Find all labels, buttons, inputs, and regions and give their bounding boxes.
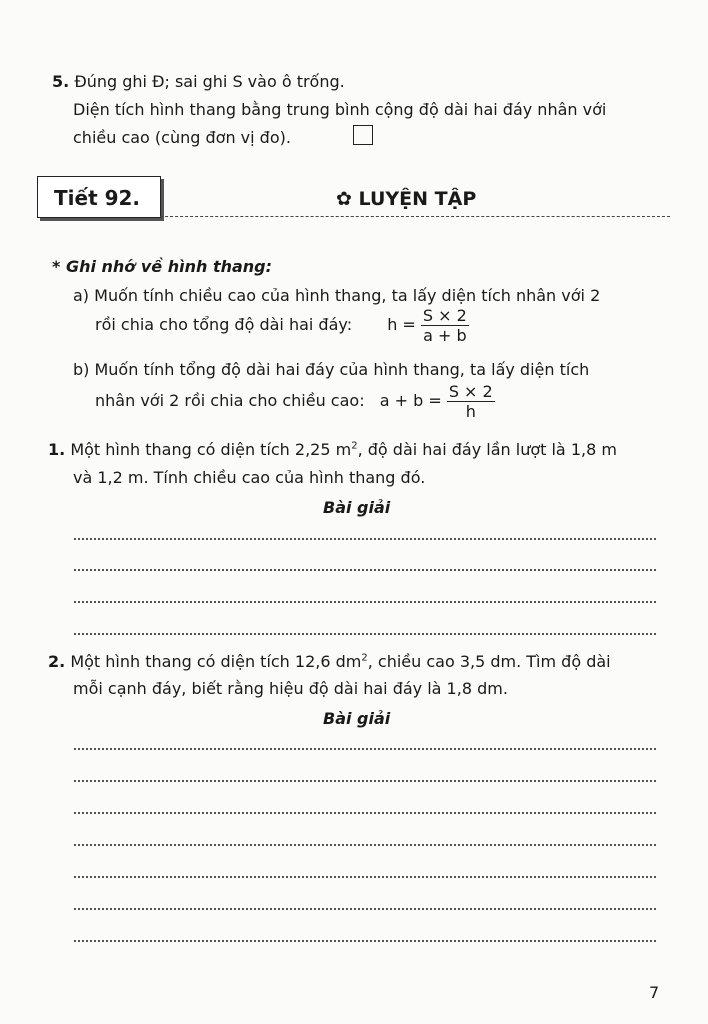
q2-superscript: 2 [361, 652, 368, 664]
q2-answer-line[interactable] [74, 812, 656, 814]
section-title [336, 188, 476, 210]
note-b-fraction [447, 382, 495, 421]
flower-icon: ✿ [336, 188, 352, 210]
note-b-numerator: S × 2 [448, 382, 493, 401]
q5-statement-line1: Diện tích hình thang bằng trung bình cộng độ dài hai đáy nhân với [73, 100, 607, 119]
q2-answer-line[interactable] [74, 844, 656, 846]
q2-answer-line[interactable] [74, 748, 656, 750]
notes-heading: * Ghi nhớ về hình thang: [52, 257, 273, 276]
q2-answer-line[interactable] [74, 940, 656, 942]
section-title-text: LUYỆN TẬP [358, 188, 477, 210]
note-a-line2 [95, 306, 469, 345]
lesson-label: Tiết 92. [54, 186, 141, 210]
q1-text-a: Một hình thang có diện tích 2,25 m [70, 440, 352, 459]
note-a-formula-lhs: h = [387, 315, 416, 334]
note-a-line1: a) Muốn tính chiều cao của hình thang, ta lấy diện tích nhân với 2 [73, 286, 601, 305]
q2-line2: mỗi cạnh đáy, biết rằng hiệu độ dài hai đáy là 1,8 dm. [73, 679, 508, 698]
q1-answer-line[interactable] [74, 538, 656, 540]
note-b-text: nhân với 2 rồi chia cho chiều cao: [95, 391, 365, 410]
q1-answer-line[interactable] [74, 601, 656, 603]
q2-answer-heading: Bài giải [323, 709, 391, 728]
q1-text-b: , độ dài hai đáy lần lượt là 1,8 m [357, 440, 617, 459]
note-b-formula-lhs: a + b = [379, 391, 442, 410]
q5-statement-line2: chiều cao (cùng đơn vị đo). [73, 128, 291, 147]
q2-number: 2. [48, 652, 66, 671]
q1-line2: và 1,2 m. Tính chiều cao của hình thang đó. [73, 468, 426, 487]
page-number: 7 [649, 983, 660, 1002]
header-divider [160, 216, 670, 217]
q1-superscript: 2 [351, 440, 358, 452]
q5-heading [52, 72, 345, 91]
note-a-fraction [421, 306, 469, 345]
note-b-line2 [95, 382, 495, 421]
q1-line1 [48, 440, 617, 459]
q1-number: 1. [48, 440, 66, 459]
q2-text-a: Một hình thang có diện tích 12,6 dm [70, 652, 362, 671]
q2-answer-line[interactable] [74, 780, 656, 782]
note-b-line1: b) Muốn tính tổng độ dài hai đáy của hình thang, ta lấy diện tích [73, 360, 590, 379]
answer-checkbox[interactable] [353, 125, 373, 145]
q2-answer-line[interactable] [74, 908, 656, 910]
q1-answer-heading: Bài giải [323, 498, 391, 517]
q5-number: 5. [52, 72, 70, 91]
q2-text-b: , chiều cao 3,5 dm. Tìm độ dài [367, 652, 611, 671]
q2-line1 [48, 652, 611, 671]
note-b-denominator: h [465, 402, 476, 421]
note-a-text: rồi chia cho tổng độ dài hai đáy: [95, 315, 353, 334]
q1-answer-line[interactable] [74, 633, 656, 635]
note-a-numerator: S × 2 [422, 306, 467, 325]
note-a-denominator: a + b [423, 326, 467, 345]
q1-answer-line[interactable] [74, 569, 656, 571]
q2-answer-line[interactable] [74, 876, 656, 878]
q5-instruction: Đúng ghi Đ; sai ghi S vào ô trống. [74, 72, 345, 91]
